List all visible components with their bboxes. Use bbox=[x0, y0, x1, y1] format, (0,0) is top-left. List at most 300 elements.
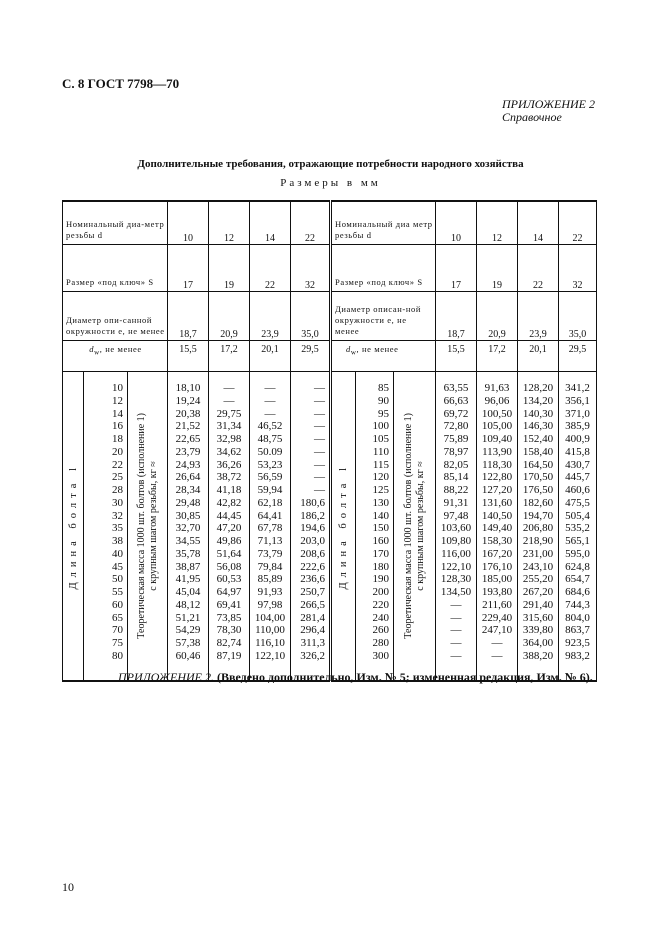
mass-label bbox=[403, 413, 427, 639]
table-cell-value: 100,50 bbox=[481, 407, 513, 420]
table-cell-value: 95 bbox=[378, 407, 389, 420]
table-cell-value: 127,20 bbox=[481, 484, 513, 496]
table-cell-value: 25 bbox=[112, 471, 123, 484]
table-cell-value: 684,6 bbox=[565, 586, 590, 598]
table-cell-value: 804,0 bbox=[565, 611, 590, 624]
table-cell-value: 54,29 bbox=[175, 624, 201, 637]
cell: 15,5 bbox=[436, 341, 477, 372]
label-wrench-size: Размер «под ключ» S bbox=[63, 245, 168, 292]
table-cell-value: 73,85 bbox=[216, 611, 242, 624]
table-cell-value: 62,18 bbox=[257, 496, 283, 509]
table-cell-value: 113,90 bbox=[482, 445, 512, 458]
table-cell-value: 18,10 bbox=[175, 382, 201, 394]
label-circumscribed-diameter: Диаметр описан-ной окружности e, не менее bbox=[331, 292, 436, 341]
lengths-column bbox=[84, 372, 128, 682]
table-cell-value: 140,30 bbox=[522, 407, 554, 420]
table-cell-value: 505,4 bbox=[565, 509, 590, 522]
table-cell-value: 21,52 bbox=[175, 420, 201, 433]
table-cell-value: 146,30 bbox=[522, 420, 554, 433]
table-cell-value: 654,7 bbox=[565, 573, 590, 586]
table-cell-value: 180 bbox=[372, 560, 389, 573]
table-cell-value: 170 bbox=[372, 547, 389, 560]
table-cell-value: 131,60 bbox=[481, 496, 513, 509]
mass-column-d22 bbox=[291, 372, 331, 682]
table-cell-value: 445,7 bbox=[565, 471, 590, 484]
row-bearing-diameter bbox=[63, 341, 597, 372]
table-cell-value: 150 bbox=[372, 522, 389, 535]
table-cell-value: — bbox=[264, 382, 276, 394]
table-cell-value: 18 bbox=[112, 433, 123, 445]
mass-label-line1: Теоретическая масса 1000 шт. болтов (исполнение 1) bbox=[135, 413, 147, 639]
table-cell-value: 22,65 bbox=[175, 433, 201, 445]
table-cell-value: 100 bbox=[372, 420, 389, 433]
page-header: С. 8 ГОСТ 7798—70 bbox=[62, 76, 180, 91]
table-cell-value: — bbox=[450, 637, 462, 649]
table-cell-value: 63,55 bbox=[443, 382, 469, 394]
table-cell-value: 41,18 bbox=[216, 484, 242, 496]
mass-column-d12 bbox=[209, 372, 250, 682]
table-cell-value: 300 bbox=[372, 649, 389, 662]
cell: 10 bbox=[436, 201, 477, 245]
table-cell-value: — bbox=[450, 649, 462, 662]
table-cell-value: 193,80 bbox=[481, 586, 513, 598]
table-cell-value: 56,08 bbox=[216, 560, 242, 573]
table-cell-value: 247,10 bbox=[481, 624, 513, 637]
table-cell-value: 243,10 bbox=[522, 560, 554, 573]
mass-label-cell bbox=[128, 372, 168, 682]
table-cell-value: 69,41 bbox=[216, 598, 242, 611]
table-cell-value: 923,5 bbox=[565, 637, 590, 649]
label-diameter: Номинальный диа-метр резьбы d bbox=[63, 201, 168, 245]
table-cell-value: — bbox=[450, 611, 462, 624]
table-cell-value: 326,2 bbox=[300, 649, 325, 662]
table-cell-value: 72,80 bbox=[443, 420, 469, 433]
table-cell-value: 35,78 bbox=[175, 547, 201, 560]
table-cell-value: — bbox=[450, 624, 462, 637]
table-cell-value: 32,70 bbox=[175, 522, 201, 535]
table-cell-value: 38,87 bbox=[175, 560, 201, 573]
table-cell-value: 50.09 bbox=[257, 445, 283, 458]
table-cell-value: 30 bbox=[112, 496, 123, 509]
cell: 35,0 bbox=[291, 292, 331, 341]
table-cell-value: 42,82 bbox=[216, 496, 242, 509]
table-cell-value: 240 bbox=[372, 611, 389, 624]
cell: 17,2 bbox=[477, 341, 518, 372]
table-cell-value: 38 bbox=[112, 535, 123, 547]
dw-subscript: w bbox=[94, 348, 100, 357]
table-cell-value: 863,7 bbox=[565, 624, 590, 637]
table-cell-value: 341,2 bbox=[565, 382, 590, 394]
table-cell-value: 115 bbox=[372, 458, 389, 471]
table-cell-value: 88,22 bbox=[443, 484, 469, 496]
mass-label-line2: с крупным шагом резьбы, кг ≈ bbox=[414, 461, 426, 591]
table-cell-value: 79,84 bbox=[257, 560, 283, 573]
table-cell-value: 64,41 bbox=[257, 509, 283, 522]
table-cell-value: 80 bbox=[112, 649, 123, 662]
table-cell-value: — bbox=[314, 471, 325, 484]
table-cell-value: 400,9 bbox=[565, 433, 590, 445]
table-cell-value: 185,00 bbox=[481, 573, 513, 586]
dw-subscript: w bbox=[350, 348, 357, 357]
table-cell-value: — bbox=[223, 394, 235, 407]
table-cell-value: 40 bbox=[112, 547, 123, 560]
table-cell-value: 160 bbox=[372, 535, 389, 547]
table-cell-value: 14 bbox=[112, 407, 123, 420]
length-label-cell bbox=[331, 372, 356, 682]
cell: 14 bbox=[250, 201, 291, 245]
table-cell-value: 744,3 bbox=[565, 598, 590, 611]
table-cell-value: 60,46 bbox=[175, 649, 201, 662]
table-cell-value: 22 bbox=[112, 458, 123, 471]
table-cell-value: 229,40 bbox=[481, 611, 513, 624]
table-cell-value: 51,21 bbox=[175, 611, 201, 624]
table-cell-value: 103,60 bbox=[440, 522, 472, 535]
cell: 15,5 bbox=[168, 341, 209, 372]
table-cell-value: 90 bbox=[378, 394, 389, 407]
table-cell-value: 128,30 bbox=[440, 573, 472, 586]
appendix-subtitle: Справочное bbox=[502, 110, 562, 124]
cell: 17 bbox=[436, 245, 477, 292]
units-caption: Размеры в мм bbox=[280, 177, 381, 189]
table-cell-value: 30,85 bbox=[175, 509, 201, 522]
table-cell-value: 50 bbox=[112, 573, 123, 586]
table-cell-value: 203,0 bbox=[300, 535, 325, 547]
cell: 19 bbox=[477, 245, 518, 292]
table-cell-value: 180,6 bbox=[300, 496, 325, 509]
table-cell-value: 56,59 bbox=[257, 471, 283, 484]
table-cell-value: 170,50 bbox=[522, 471, 554, 484]
dw-symbol: d bbox=[346, 344, 351, 354]
table-cell-value: — bbox=[314, 407, 325, 420]
table-cell-value: 356,1 bbox=[565, 394, 590, 407]
table-cell-value: 28,34 bbox=[175, 484, 201, 496]
table-cell-value: — bbox=[223, 382, 235, 394]
table-cell-value: 51,64 bbox=[216, 547, 242, 560]
row-wrench-size bbox=[63, 245, 597, 292]
table-cell-value: 218,90 bbox=[522, 535, 554, 547]
table-cell-value: 250,7 bbox=[300, 586, 325, 598]
table-cell-value: 231,00 bbox=[522, 547, 554, 560]
table-cell-value: 200 bbox=[372, 586, 389, 598]
table-cell-value: 182,60 bbox=[522, 496, 554, 509]
table-cell-value: — bbox=[314, 484, 325, 496]
table-cell-value: 371,0 bbox=[565, 407, 590, 420]
table-cell-value: 78,30 bbox=[216, 624, 242, 637]
table-cell-value: 134,20 bbox=[522, 394, 554, 407]
table-cell-value: 565,1 bbox=[565, 535, 590, 547]
table-cell-value: 10 bbox=[112, 382, 123, 394]
table-cell-value: 29,75 bbox=[216, 407, 242, 420]
label-bearing-diameter bbox=[63, 341, 168, 372]
table-cell-value: 460,6 bbox=[565, 484, 590, 496]
table-cell-value: 122,10 bbox=[440, 560, 472, 573]
table-cell-value: 64,97 bbox=[216, 586, 242, 598]
mass-column-d22 bbox=[559, 372, 597, 682]
table-cell-value: 339,80 bbox=[522, 624, 554, 637]
table-cell-value: 48,12 bbox=[175, 598, 201, 611]
table-cell-value: — bbox=[491, 637, 503, 649]
table-cell-value: 158,40 bbox=[522, 445, 554, 458]
table-cell-value: 75 bbox=[112, 637, 123, 649]
cell: 20,1 bbox=[518, 341, 559, 372]
table-cell-value: 44,45 bbox=[216, 509, 242, 522]
table-cell-value: 96,06 bbox=[484, 394, 510, 407]
table-cell-value: 118,30 bbox=[482, 458, 512, 471]
table-cell-value: 91,31 bbox=[443, 496, 469, 509]
table-cell-value: — bbox=[491, 649, 503, 662]
table-cell-value: 32 bbox=[112, 509, 123, 522]
cell: 12 bbox=[477, 201, 518, 245]
mass-column-d12 bbox=[477, 372, 518, 682]
cell: 10 bbox=[168, 201, 209, 245]
table-cell-value: 26,64 bbox=[175, 471, 201, 484]
cell: 18,7 bbox=[168, 292, 209, 341]
table-cell-value: 167,20 bbox=[481, 547, 513, 560]
table-cell-value: 57,38 bbox=[175, 637, 201, 649]
table-cell-value: 49,86 bbox=[216, 535, 242, 547]
table-cell-value: 128,20 bbox=[522, 382, 554, 394]
table-cell-value: 120 bbox=[372, 471, 389, 484]
cell: 32 bbox=[291, 245, 331, 292]
table-cell-value: 87,19 bbox=[216, 649, 242, 662]
table-cell-value: 176,50 bbox=[522, 484, 554, 496]
table-cell-value: 29,48 bbox=[175, 496, 201, 509]
cell: 18,7 bbox=[436, 292, 477, 341]
appendix-title: ПРИЛОЖЕНИЕ 2 bbox=[502, 97, 595, 111]
cell: 20,9 bbox=[209, 292, 250, 341]
cell: 32 bbox=[559, 245, 597, 292]
table-cell-value: 475,5 bbox=[565, 496, 590, 509]
table-cell-value: 535,2 bbox=[565, 522, 590, 535]
mass-label-line1: Теоретическая масса 1000 шт. болтов (исполнение 1) bbox=[402, 413, 414, 639]
table-cell-value: 97,48 bbox=[443, 509, 469, 522]
table-cell-value: 55 bbox=[112, 586, 123, 598]
table-cell-value: 194,6 bbox=[300, 522, 325, 535]
cell: 17,2 bbox=[209, 341, 250, 372]
mass-column-d14 bbox=[250, 372, 291, 682]
table-cell-value: 60 bbox=[112, 598, 123, 611]
footnote-text: (Введено дополнительно, Изм. № 5; измененная редакция, Изм. № 6). bbox=[216, 670, 593, 684]
table-cell-value: 32,98 bbox=[216, 433, 242, 445]
table-cell-value: 19,24 bbox=[175, 394, 201, 407]
table-cell-value: 28 bbox=[112, 484, 123, 496]
table-cell-value: 415,8 bbox=[565, 445, 590, 458]
cell: 23,9 bbox=[250, 292, 291, 341]
table-cell-value: 296,4 bbox=[300, 624, 325, 637]
table-cell-value: 116,10 bbox=[255, 637, 285, 649]
table-cell-value: 20 bbox=[112, 445, 123, 458]
mass-column-d10 bbox=[436, 372, 477, 682]
table-cell-value: 122,10 bbox=[254, 649, 286, 662]
table-cell-value: 222,6 bbox=[300, 560, 325, 573]
table-cell-value: 23,79 bbox=[175, 445, 201, 458]
table-cell-value: 91,63 bbox=[484, 382, 510, 394]
table-cell-value: 82,74 bbox=[216, 637, 242, 649]
table-cell-value: 35 bbox=[112, 522, 123, 535]
table-cell-value: 624,8 bbox=[565, 560, 590, 573]
table-cell-value: 281,4 bbox=[300, 611, 325, 624]
table-cell-value: 34,55 bbox=[175, 535, 201, 547]
row-diameter bbox=[63, 201, 597, 245]
lengths-column bbox=[356, 372, 394, 682]
mass-column-d14 bbox=[518, 372, 559, 682]
table-cell-value: 48,75 bbox=[257, 433, 283, 445]
table-cell-value: 73,79 bbox=[257, 547, 283, 560]
table-cell-value: 267,20 bbox=[522, 586, 554, 598]
table-cell-value: 190 bbox=[372, 573, 389, 586]
table-cell-value: — bbox=[314, 394, 325, 407]
table-cell-value: 105,00 bbox=[481, 420, 513, 433]
row-body bbox=[63, 372, 597, 682]
footnote bbox=[118, 670, 593, 685]
bolt-mass-table bbox=[62, 200, 597, 682]
cell: 22 bbox=[518, 245, 559, 292]
table-cell-value: 78,97 bbox=[443, 445, 469, 458]
table-cell-value: — bbox=[450, 598, 462, 611]
table-cell-value: 45,04 bbox=[175, 586, 201, 598]
table-cell-value: — bbox=[314, 433, 325, 445]
table-cell-value: 130 bbox=[372, 496, 389, 509]
table-cell-value: 211,60 bbox=[482, 598, 512, 611]
table-cell-value: 430,7 bbox=[565, 458, 590, 471]
length-label: Длина болта l bbox=[67, 462, 79, 590]
mass-label-line2: с крупным шагом резьбы, кг ≈ bbox=[147, 461, 159, 591]
table-cell-value: 12 bbox=[112, 394, 123, 407]
table-cell-value: 104,00 bbox=[254, 611, 286, 624]
table-cell-value: 82,05 bbox=[443, 458, 469, 471]
table-cell-value: 71,13 bbox=[257, 535, 283, 547]
table-cell-value: 67,78 bbox=[257, 522, 283, 535]
table-cell-value: 364,00 bbox=[522, 637, 554, 649]
table-cell-value: 164,50 bbox=[522, 458, 554, 471]
table-cell-value: 60,53 bbox=[216, 573, 242, 586]
table-cell-value: 75,89 bbox=[443, 433, 469, 445]
table-cell-value: 45 bbox=[112, 560, 123, 573]
table-cell-value: 260 bbox=[372, 624, 389, 637]
table-cell-value: 255,20 bbox=[522, 573, 554, 586]
table-cell-value: 315,60 bbox=[522, 611, 554, 624]
table-cell-value: 110 bbox=[372, 445, 389, 458]
table-cell-value: 388,20 bbox=[522, 649, 554, 662]
table-cell-value: 186,2 bbox=[300, 509, 325, 522]
footnote-label: ПРИЛОЖЕНИЕ 2. bbox=[118, 670, 214, 684]
table-cell-value: 236,6 bbox=[300, 573, 325, 586]
table-cell-value: 53,23 bbox=[257, 458, 283, 471]
table-cell-value: 24,93 bbox=[175, 458, 201, 471]
table-cell-value: 46,52 bbox=[257, 420, 283, 433]
table-cell-value: 59,94 bbox=[257, 484, 283, 496]
cell: 29,5 bbox=[559, 341, 597, 372]
cell: 35,0 bbox=[559, 292, 597, 341]
table-cell-value: 20,38 bbox=[175, 407, 201, 420]
table-cell-value: 41,95 bbox=[175, 573, 201, 586]
label-wrench-size: Размер «под ключ» S bbox=[331, 245, 436, 292]
table-cell-value: 206,80 bbox=[522, 522, 554, 535]
table-cell-value: 36,26 bbox=[216, 458, 242, 471]
table-cell-value: 16 bbox=[112, 420, 123, 433]
appendix-label bbox=[502, 98, 595, 124]
table-cell-value: 85 bbox=[378, 382, 389, 394]
cell: 17 bbox=[168, 245, 209, 292]
table-cell-value: — bbox=[314, 445, 325, 458]
label-diameter: Номинальный диа метр резьбы d bbox=[331, 201, 436, 245]
table-cell-value: 69,72 bbox=[443, 407, 469, 420]
table-cell-value: 134,50 bbox=[440, 586, 472, 598]
table-title: Дополнительные требования, отражающие потребности народного хозяйства bbox=[137, 158, 524, 170]
table-cell-value: 85,89 bbox=[257, 573, 283, 586]
row-circumscribed-diameter bbox=[63, 292, 597, 341]
mass-column-d10 bbox=[168, 372, 209, 682]
table-cell-value: 291,40 bbox=[522, 598, 554, 611]
dw-symbol: d bbox=[89, 344, 95, 354]
mass-label-cell bbox=[394, 372, 436, 682]
dw-text: , не менее bbox=[99, 344, 142, 354]
mass-label bbox=[136, 413, 160, 639]
table-cell-value: — bbox=[264, 394, 276, 407]
cell: 22 bbox=[291, 201, 331, 245]
table-cell-value: 110,00 bbox=[255, 624, 285, 637]
table-cell-value: 385,9 bbox=[565, 420, 590, 433]
table-cell-value: 31,34 bbox=[216, 420, 242, 433]
table-cell-value: 105 bbox=[372, 433, 389, 445]
table-cell-value: — bbox=[314, 458, 325, 471]
table-cell-value: 85,14 bbox=[443, 471, 469, 484]
cell: 23,9 bbox=[518, 292, 559, 341]
cell: 12 bbox=[209, 201, 250, 245]
table-cell-value: 266,5 bbox=[300, 598, 325, 611]
cell: 19 bbox=[209, 245, 250, 292]
table-cell-value: 66,63 bbox=[443, 394, 469, 407]
table-cell-value: 194,70 bbox=[522, 509, 554, 522]
table-cell-value: 38,72 bbox=[216, 471, 242, 484]
table-cell-value: 109,80 bbox=[440, 535, 472, 547]
cell: 14 bbox=[518, 201, 559, 245]
cell: 20,1 bbox=[250, 341, 291, 372]
table-cell-value: 140,50 bbox=[481, 509, 513, 522]
table-cell-value: 70 bbox=[112, 624, 123, 637]
table-cell-value: 34,62 bbox=[216, 445, 242, 458]
table-cell-value: 983,2 bbox=[565, 649, 590, 662]
table-cell-value: 311,3 bbox=[300, 637, 325, 649]
label-bearing-diameter bbox=[331, 341, 436, 372]
table-cell-value: 220 bbox=[372, 598, 389, 611]
table-cell-value: — bbox=[314, 382, 325, 394]
length-label: Длина болта l bbox=[338, 462, 349, 590]
table-cell-value: 280 bbox=[372, 637, 389, 649]
table-cell-value: 152,40 bbox=[522, 433, 554, 445]
dw-text: , не менее bbox=[356, 344, 399, 354]
cell: 22 bbox=[250, 245, 291, 292]
table-cell-value: 140 bbox=[372, 509, 389, 522]
table-cell-value: 65 bbox=[112, 611, 123, 624]
table-cell-value: 122,80 bbox=[481, 471, 513, 484]
cell: 20,9 bbox=[477, 292, 518, 341]
table-cell-value: 91,93 bbox=[257, 586, 283, 598]
page-number: 10 bbox=[62, 880, 74, 894]
table-cell-value: 109,40 bbox=[481, 433, 513, 445]
table-cell-value: 125 bbox=[372, 484, 389, 496]
length-label-cell bbox=[63, 372, 84, 682]
table-cell-value: 149,40 bbox=[481, 522, 513, 535]
table-cell-value: 47,20 bbox=[216, 522, 242, 535]
label-circumscribed-diameter: Диаметр опи-санной окружности e, не менее bbox=[63, 292, 168, 341]
table-cell-value: 595,0 bbox=[565, 547, 590, 560]
table-cell-value: 208,6 bbox=[300, 547, 325, 560]
table-cell-value: 176,10 bbox=[481, 560, 513, 573]
table-cell-value: — bbox=[314, 420, 325, 433]
table-cell-value: 97,98 bbox=[257, 598, 283, 611]
table-cell-value: 116,00 bbox=[441, 547, 471, 560]
